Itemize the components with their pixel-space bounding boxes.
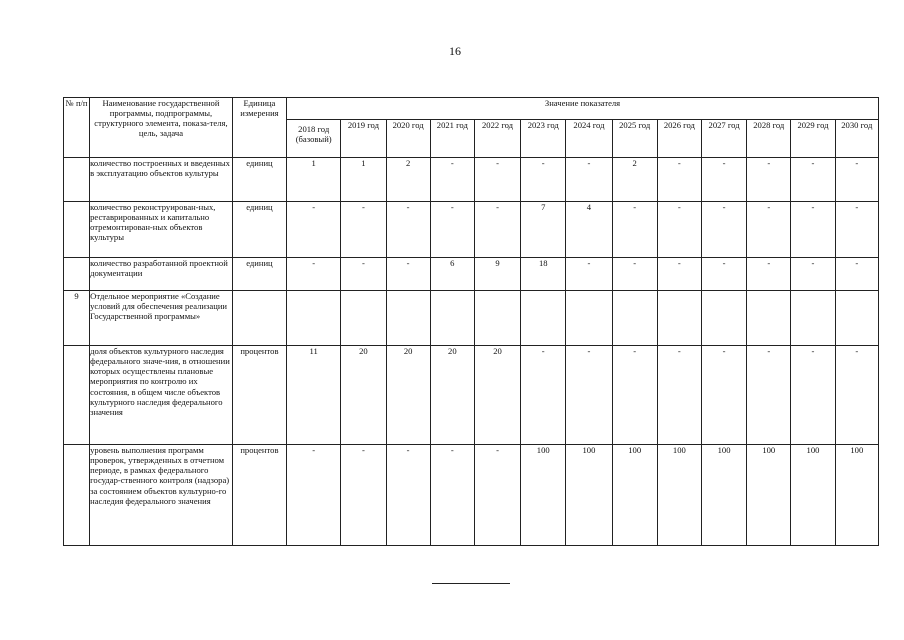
row-unit bbox=[232, 291, 286, 346]
table-row bbox=[64, 258, 879, 291]
table-row bbox=[64, 445, 879, 546]
row-value: 20 bbox=[341, 346, 386, 445]
row-value: - bbox=[612, 202, 657, 258]
row-value bbox=[386, 291, 430, 346]
page-number: 16 bbox=[449, 44, 461, 58]
row-value bbox=[701, 291, 746, 346]
row-value bbox=[657, 291, 701, 346]
row-value: 4 bbox=[566, 202, 612, 258]
row-value: 20 bbox=[430, 346, 474, 445]
header-name: Наименование государственной программы, подпрограммы, структурного элемента, показа-теля, цель, задача bbox=[90, 98, 233, 158]
row-value: - bbox=[835, 202, 878, 258]
row-value: 20 bbox=[386, 346, 430, 445]
row-value: - bbox=[701, 346, 746, 445]
table-header bbox=[64, 98, 879, 158]
row-value: - bbox=[474, 445, 520, 546]
indicators-table bbox=[63, 97, 879, 546]
row-value: - bbox=[521, 346, 566, 445]
row-value: 2 bbox=[386, 158, 430, 202]
row-value: - bbox=[791, 202, 835, 258]
table-body bbox=[64, 158, 879, 546]
row-value: - bbox=[566, 346, 612, 445]
table-row bbox=[64, 346, 879, 445]
row-number bbox=[64, 258, 90, 291]
table-row bbox=[64, 158, 879, 202]
row-value: 100 bbox=[657, 445, 701, 546]
header-year: 2026 год bbox=[657, 120, 701, 158]
row-value: 7 bbox=[521, 202, 566, 258]
header-year: 2025 год bbox=[612, 120, 657, 158]
row-value: - bbox=[386, 258, 430, 291]
row-unit: единиц bbox=[232, 158, 286, 202]
header-values: Значение показателя bbox=[287, 98, 879, 120]
table-row bbox=[64, 202, 879, 258]
row-value: - bbox=[341, 445, 386, 546]
row-value: - bbox=[791, 346, 835, 445]
row-value: - bbox=[791, 258, 835, 291]
row-value: 1 bbox=[341, 158, 386, 202]
row-number bbox=[64, 445, 90, 546]
header-year: 2030 год bbox=[835, 120, 878, 158]
header-year: 2021 год bbox=[430, 120, 474, 158]
row-value: - bbox=[341, 258, 386, 291]
row-value: - bbox=[612, 258, 657, 291]
row-value: - bbox=[612, 346, 657, 445]
row-value: - bbox=[657, 346, 701, 445]
header-year: 2024 год bbox=[566, 120, 612, 158]
row-value bbox=[791, 291, 835, 346]
row-unit: единиц bbox=[232, 258, 286, 291]
row-value: - bbox=[287, 202, 341, 258]
row-name: уровень выполнения программ проверок, утвержденных в отчетном периоде, в рамках федерального государ-ственного контроля (надзора) за состоянием объектов культурно-го наследия федерального значения bbox=[90, 445, 233, 546]
header-year: 2022 год bbox=[474, 120, 520, 158]
header-year: 2018 год (базовый) bbox=[287, 120, 341, 158]
header-year: 2027 год bbox=[701, 120, 746, 158]
row-value: - bbox=[430, 445, 474, 546]
row-value: - bbox=[521, 158, 566, 202]
row-value bbox=[747, 291, 791, 346]
row-value: 100 bbox=[747, 445, 791, 546]
row-unit: процентов bbox=[232, 346, 286, 445]
row-value: - bbox=[287, 258, 341, 291]
row-value bbox=[430, 291, 474, 346]
row-name: Отдельное мероприятие «Создание условий для обеспечения реализации Государственной программы» bbox=[90, 291, 233, 346]
row-value: 6 bbox=[430, 258, 474, 291]
row-value: - bbox=[835, 346, 878, 445]
row-value: - bbox=[701, 258, 746, 291]
row-value: - bbox=[657, 158, 701, 202]
row-value: - bbox=[657, 258, 701, 291]
row-value bbox=[835, 291, 878, 346]
row-name: количество построенных и введенных в эксплуатацию объектов культуры bbox=[90, 158, 233, 202]
row-value: - bbox=[701, 202, 746, 258]
row-value: - bbox=[747, 158, 791, 202]
row-unit: единиц bbox=[232, 202, 286, 258]
row-value: 18 bbox=[521, 258, 566, 291]
row-number: 9 bbox=[64, 291, 90, 346]
header-year: 2028 год bbox=[747, 120, 791, 158]
row-value: 20 bbox=[474, 346, 520, 445]
row-value bbox=[287, 291, 341, 346]
row-value: - bbox=[474, 158, 520, 202]
row-value: - bbox=[747, 258, 791, 291]
row-value: 100 bbox=[521, 445, 566, 546]
row-value: 100 bbox=[612, 445, 657, 546]
row-value bbox=[474, 291, 520, 346]
row-name: доля объектов культурного наследия федерального значе-ния, в отношении которых осуществлены плановые мероприятия по контролю их состояния, в общем числе объектов культурного наследия федерального значения bbox=[90, 346, 233, 445]
row-name: количество реконструирован-ных, реставрированных и капитально отремонтирован-ных объектов культуры bbox=[90, 202, 233, 258]
row-value: - bbox=[474, 202, 520, 258]
row-value: - bbox=[747, 346, 791, 445]
row-value: 11 bbox=[287, 346, 341, 445]
row-value: 9 bbox=[474, 258, 520, 291]
row-value: - bbox=[566, 158, 612, 202]
row-number bbox=[64, 202, 90, 258]
row-value: - bbox=[566, 258, 612, 291]
row-value: 2 bbox=[612, 158, 657, 202]
row-value: 100 bbox=[701, 445, 746, 546]
row-value bbox=[566, 291, 612, 346]
row-unit: процентов bbox=[232, 445, 286, 546]
row-value bbox=[612, 291, 657, 346]
row-value: 100 bbox=[835, 445, 878, 546]
row-value: 100 bbox=[791, 445, 835, 546]
header-year: 2029 год bbox=[791, 120, 835, 158]
row-value: - bbox=[657, 202, 701, 258]
header-year: 2019 год bbox=[341, 120, 386, 158]
row-value: - bbox=[386, 445, 430, 546]
row-value bbox=[341, 291, 386, 346]
header-num: № п/п bbox=[64, 98, 90, 158]
row-value: - bbox=[386, 202, 430, 258]
row-value: - bbox=[747, 202, 791, 258]
header-unit: Единица измерения bbox=[232, 98, 286, 158]
row-value: - bbox=[341, 202, 386, 258]
footer-rule bbox=[432, 583, 510, 584]
row-value: - bbox=[287, 445, 341, 546]
row-value: 100 bbox=[566, 445, 612, 546]
table-row bbox=[64, 291, 879, 346]
row-number bbox=[64, 158, 90, 202]
row-value: - bbox=[701, 158, 746, 202]
row-value: - bbox=[835, 158, 878, 202]
header-year: 2023 год bbox=[521, 120, 566, 158]
header-year: 2020 год bbox=[386, 120, 430, 158]
row-value bbox=[521, 291, 566, 346]
row-name: количество разработанной проектной документации bbox=[90, 258, 233, 291]
row-value: - bbox=[430, 202, 474, 258]
row-value: - bbox=[791, 158, 835, 202]
row-value: - bbox=[430, 158, 474, 202]
row-number bbox=[64, 346, 90, 445]
row-value: - bbox=[835, 258, 878, 291]
row-value: 1 bbox=[287, 158, 341, 202]
